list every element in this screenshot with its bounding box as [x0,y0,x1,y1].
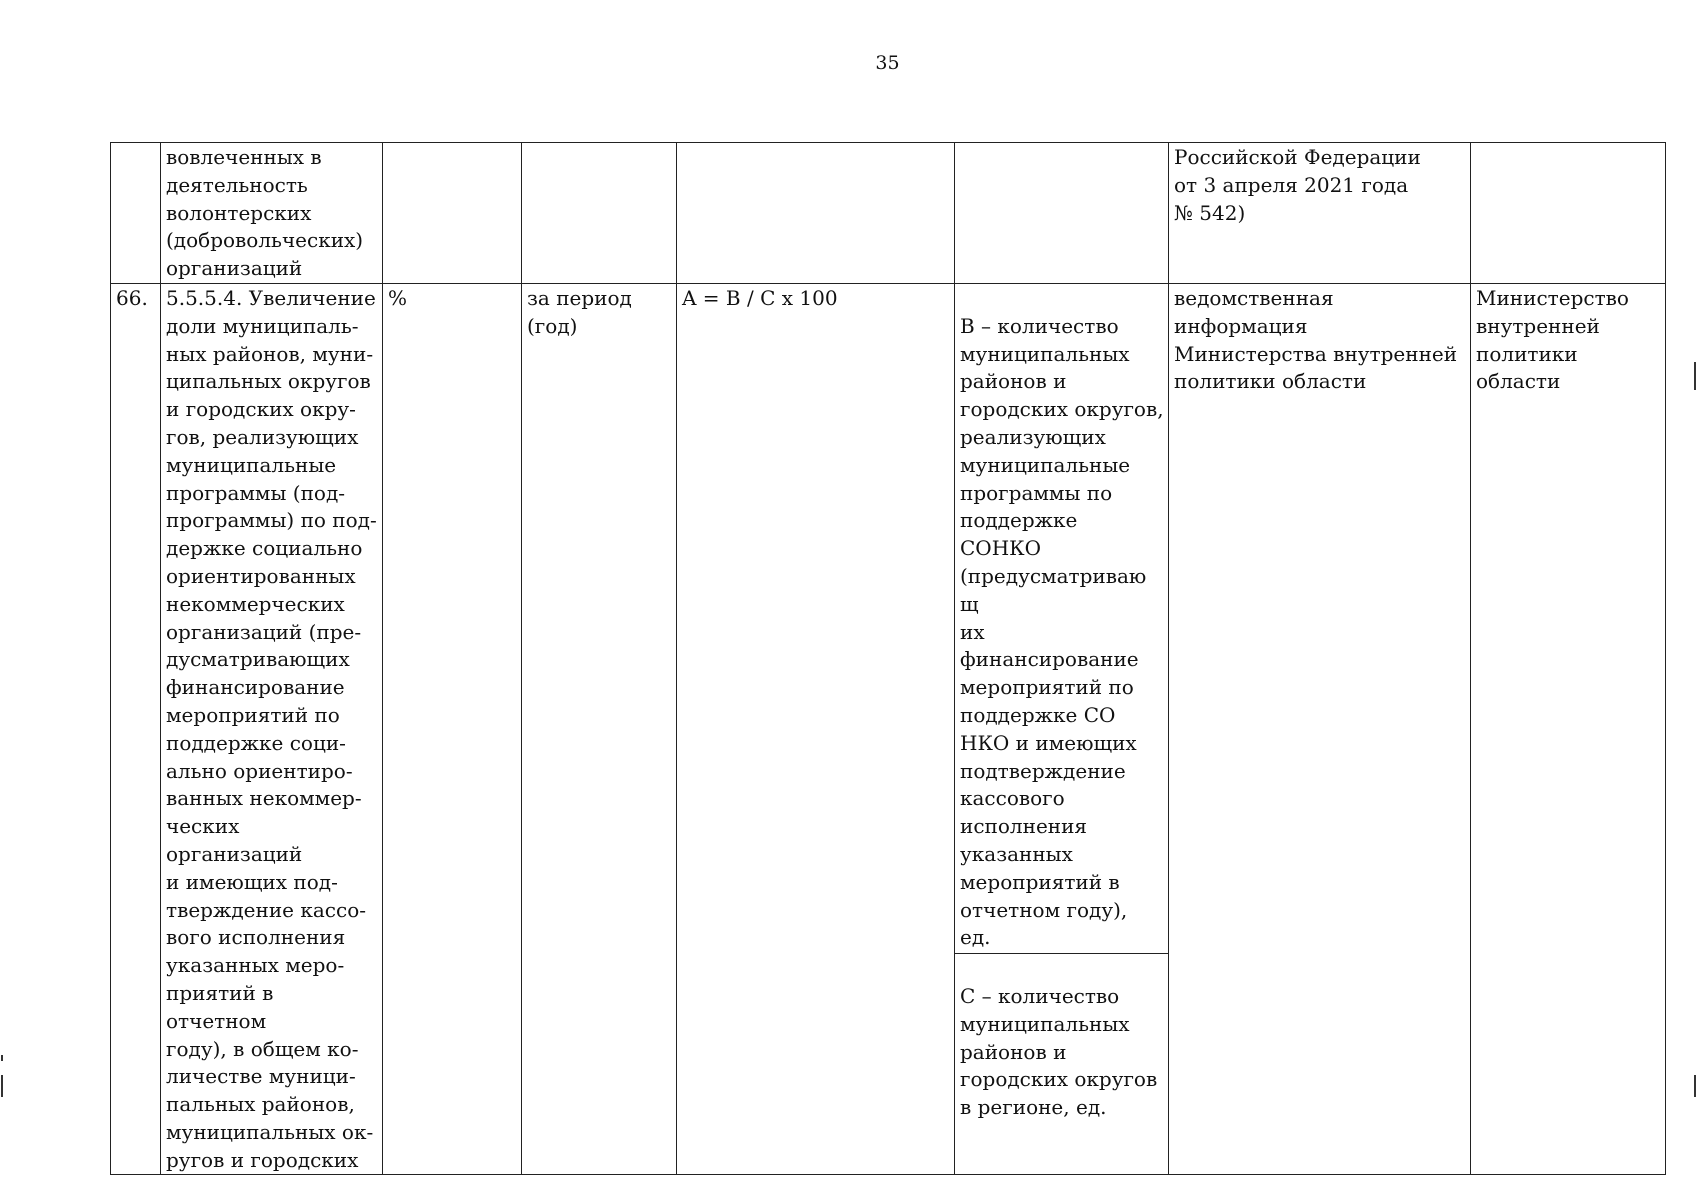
indicators-table [110,142,1666,1175]
table-row-continued [111,143,1666,284]
table-row-66 [111,283,1666,1175]
right-margin-mark [1694,1075,1696,1097]
left-margin-mark [1,1055,3,1061]
cell-unit: % [383,283,522,1175]
cell-unit [383,143,522,284]
cell-number [111,143,161,284]
page-number: 35 [875,52,900,74]
cell-formula: A = B / C x 100 [677,283,955,1175]
left-margin-mark [1,1075,3,1097]
cell-source: Российской Федерации от 3 апреля 2021 года № 542) [1169,143,1471,284]
right-margin-mark [1694,362,1696,390]
cell-responsible [1471,143,1666,284]
cell-source: ведомственная информация Министерства внутренней политики области [1169,283,1471,1175]
cell-formula [677,143,955,284]
variable-c-description: C – количество муниципальных районов и городских округов в регионе, ед. [960,983,1158,1120]
cell-variables [955,283,1169,1175]
cell-indicator-name: 5.5.5.4. Увеличение доли муниципаль- ных районов, муни- ципальных округов и городских окру- гов, реализующих муниципальные программы (под- программы) по под- держке социально ориентированных некоммерческих организаций (пре- дусматривающих финансирование мероприятий по поддержке соци- ально ориентиро- ванных некоммер- ческих организаций и имеющих под- тверждение кассо- вого исполнения указанных меро- приятий в отчетном году), в общем ко- личестве муници- пальных районов, муниципальных ок- ругов и городских [161,283,383,1175]
cell-variables [955,143,1169,284]
cell-indicator-name: вовлеченных в деятельность волонтерских (добровольческих) организаций [161,143,383,284]
cell-responsible: Министерство внутренней политики области [1471,283,1666,1175]
cell-number: 66. [111,283,161,1175]
cell-period [522,143,677,284]
cell-period: за период (год) [522,283,677,1175]
variable-b-description: B – количество муниципальных районов и городских округов, реализующих муниципальные программы по поддержке СОНКО (предусматривающ их финансирование мероприятий по поддержке СО НКО и имеющих подтверждение кассового исполнения указанных мероприятий в отчетном году), ед. [955,312,1168,954]
